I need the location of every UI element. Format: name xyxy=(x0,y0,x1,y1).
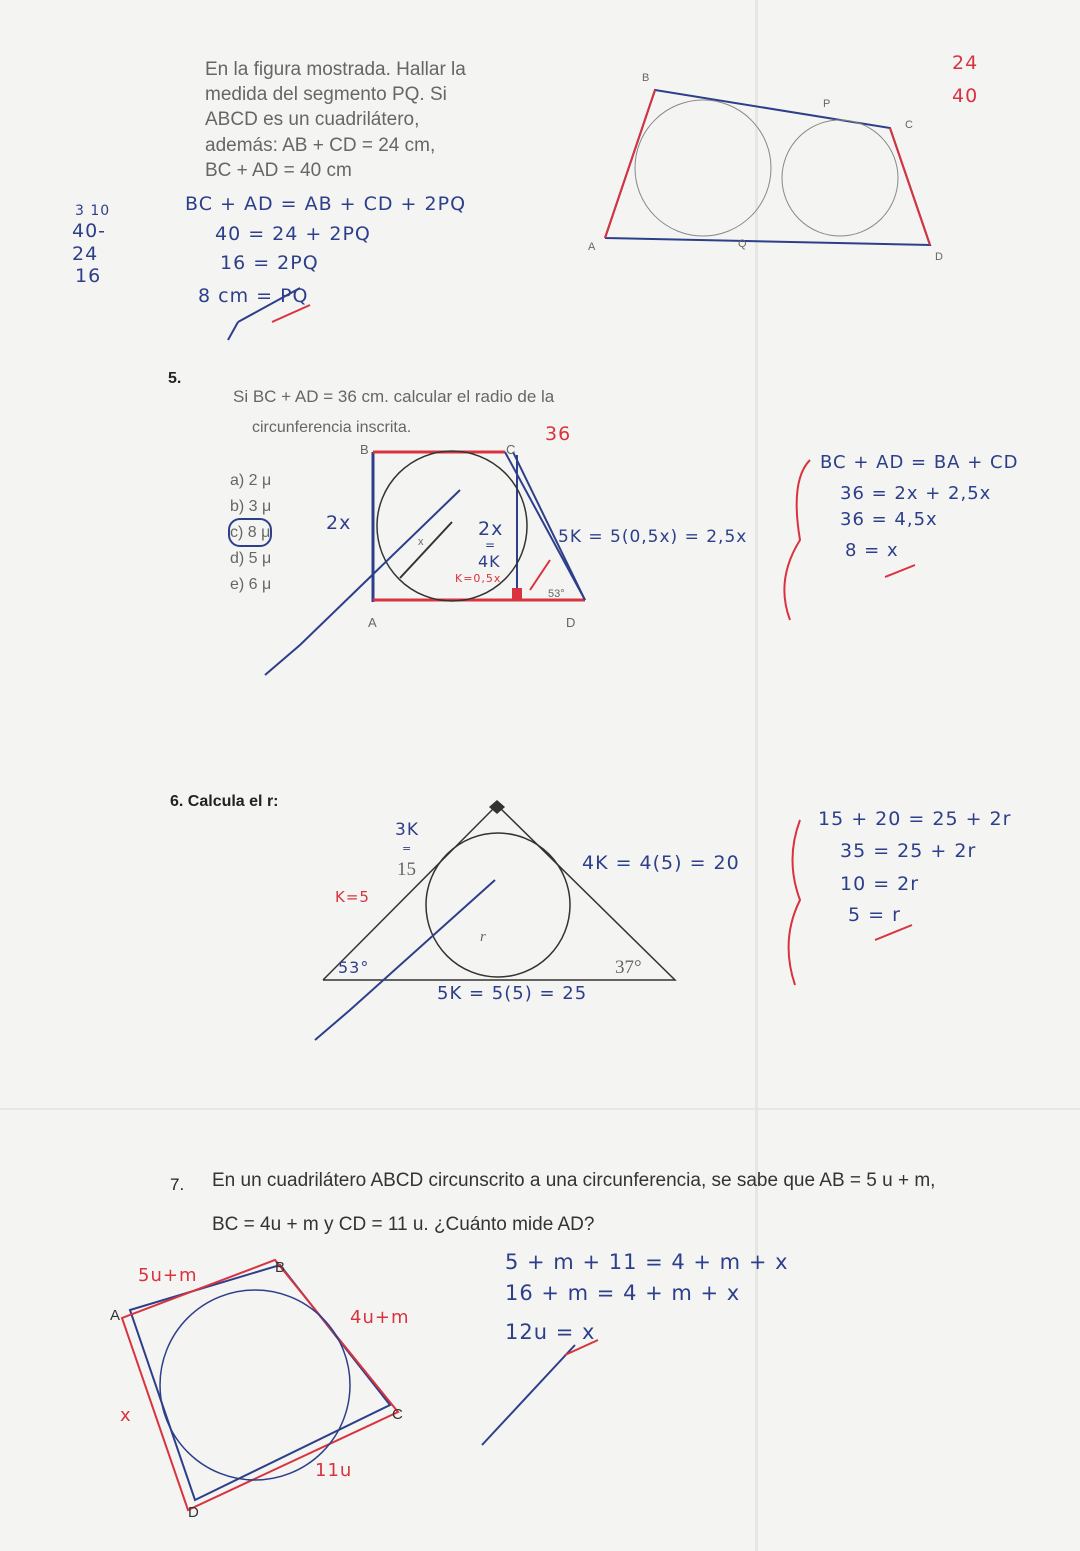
work-line: 5 = r xyxy=(848,904,901,926)
annotation: 37° xyxy=(615,957,642,978)
problem7-number: 7. xyxy=(170,1175,185,1194)
problem6-figure xyxy=(315,800,675,1040)
vertex-label: A xyxy=(110,1307,121,1324)
side-calc: 16 xyxy=(75,265,102,287)
vertex-label: D xyxy=(935,251,943,263)
work-line: 5 + m + 11 = 4 + m + x xyxy=(505,1250,789,1274)
problem4-statement-line: BC + AD = 40 cm xyxy=(205,160,352,181)
problem5-number: 5. xyxy=(168,370,182,387)
vertex-label: C xyxy=(905,119,913,131)
side-calc: 40- xyxy=(72,220,107,242)
annotation: 5K = 5(0,5x) = 2,5x xyxy=(558,527,748,547)
annotation: 4K xyxy=(478,552,501,571)
problem4-statement-line: ABCD es un cuadrilátero, xyxy=(205,109,420,130)
problem7-statement-line: En un cuadrilátero ABCD circunscrito a una circunferencia, se sabe que AB = 5 u + m, xyxy=(212,1170,936,1191)
annotation: 11u xyxy=(315,1460,353,1481)
annotation: K=0,5x xyxy=(455,572,502,585)
problem5-statement-line: circunferencia inscrita. xyxy=(252,419,412,436)
problem4-statement-line: En la figura mostrada. Hallar la xyxy=(205,59,466,80)
annotation: 5K = 5(5) = 25 xyxy=(437,983,588,1004)
work-line: 8 cm = PQ xyxy=(198,285,309,307)
work-line: 35 = 25 + 2r xyxy=(840,840,977,862)
annotation: 2x xyxy=(478,518,504,540)
problem4-statement-line: además: AB + CD = 24 cm, xyxy=(205,135,436,156)
annotation: r xyxy=(480,929,486,945)
corner-note: 40 xyxy=(952,85,979,107)
vertex-label: B xyxy=(275,1259,286,1276)
problem6-title: 6. Calcula el r: xyxy=(170,793,279,810)
option-c-selected: c) 8 μ xyxy=(230,520,270,545)
work-line: 12u = x xyxy=(505,1320,596,1344)
problem4-figure xyxy=(605,90,930,245)
annotation: 53° xyxy=(548,588,565,600)
option-d: d) 5 μ xyxy=(230,550,272,567)
annotation: 53° xyxy=(338,958,370,977)
problem5-figure xyxy=(265,451,585,675)
problem5-statement-line: Si BC + AD = 36 cm. calcular el radio de la xyxy=(233,387,555,406)
annotation: 15 xyxy=(397,859,416,880)
corner-note: 24 xyxy=(952,52,979,74)
annotation: = xyxy=(402,842,413,855)
annotation: 4u+m xyxy=(350,1307,410,1328)
work-line: 36 = 2x + 2,5x xyxy=(840,483,992,504)
annotation: K=5 xyxy=(335,888,370,906)
problem4-statement-line: medida del segmento PQ. Si xyxy=(205,84,447,105)
vertex-label: P xyxy=(823,98,831,110)
vertex-label: A xyxy=(368,615,377,630)
work-line: 36 = 4,5x xyxy=(840,509,938,530)
vertex-label: D xyxy=(566,615,576,630)
annotation: 5u+m xyxy=(138,1265,198,1286)
vertex-label: C xyxy=(506,442,516,457)
work-line: BC + AD = AB + CD + 2PQ xyxy=(185,193,467,215)
option-a: a) 2 μ xyxy=(230,472,272,489)
vertex-label: C xyxy=(392,1406,403,1423)
work-line: 10 = 2r xyxy=(840,873,920,895)
annotation: 4K = 4(5) = 20 xyxy=(582,852,740,874)
annotation: x xyxy=(120,1405,132,1426)
option-e: e) 6 μ xyxy=(230,576,272,593)
annotation: 3K xyxy=(395,820,419,840)
work-line: BC + AD = BA + CD xyxy=(820,452,1019,473)
work-line: 15 + 20 = 25 + 2r xyxy=(818,808,1012,830)
problem7-figure xyxy=(122,1260,398,1510)
vertex-label: D xyxy=(188,1504,199,1521)
side-calc: 24 xyxy=(72,243,99,265)
annotation: 36 xyxy=(545,423,572,445)
work-line: 40 = 24 + 2PQ xyxy=(215,223,371,245)
vertex-label: Q xyxy=(738,238,747,250)
vertex-label: B xyxy=(642,72,650,84)
annotation: 2x xyxy=(326,512,352,534)
side-calc: 3 10 xyxy=(75,203,111,219)
vertex-label: B xyxy=(360,442,369,457)
annotation: = xyxy=(485,538,497,552)
work-line: 8 = x xyxy=(845,540,899,561)
problem7-statement-line: BC = 4u + m y CD = 11 u. ¿Cuánto mide AD? xyxy=(212,1214,595,1235)
work-line: 16 = 2PQ xyxy=(220,252,319,274)
option-b: b) 3 μ xyxy=(230,498,272,515)
work-line: 16 + m = 4 + m + x xyxy=(505,1281,741,1305)
vertex-label: A xyxy=(588,241,596,253)
annotation: x xyxy=(418,536,424,548)
